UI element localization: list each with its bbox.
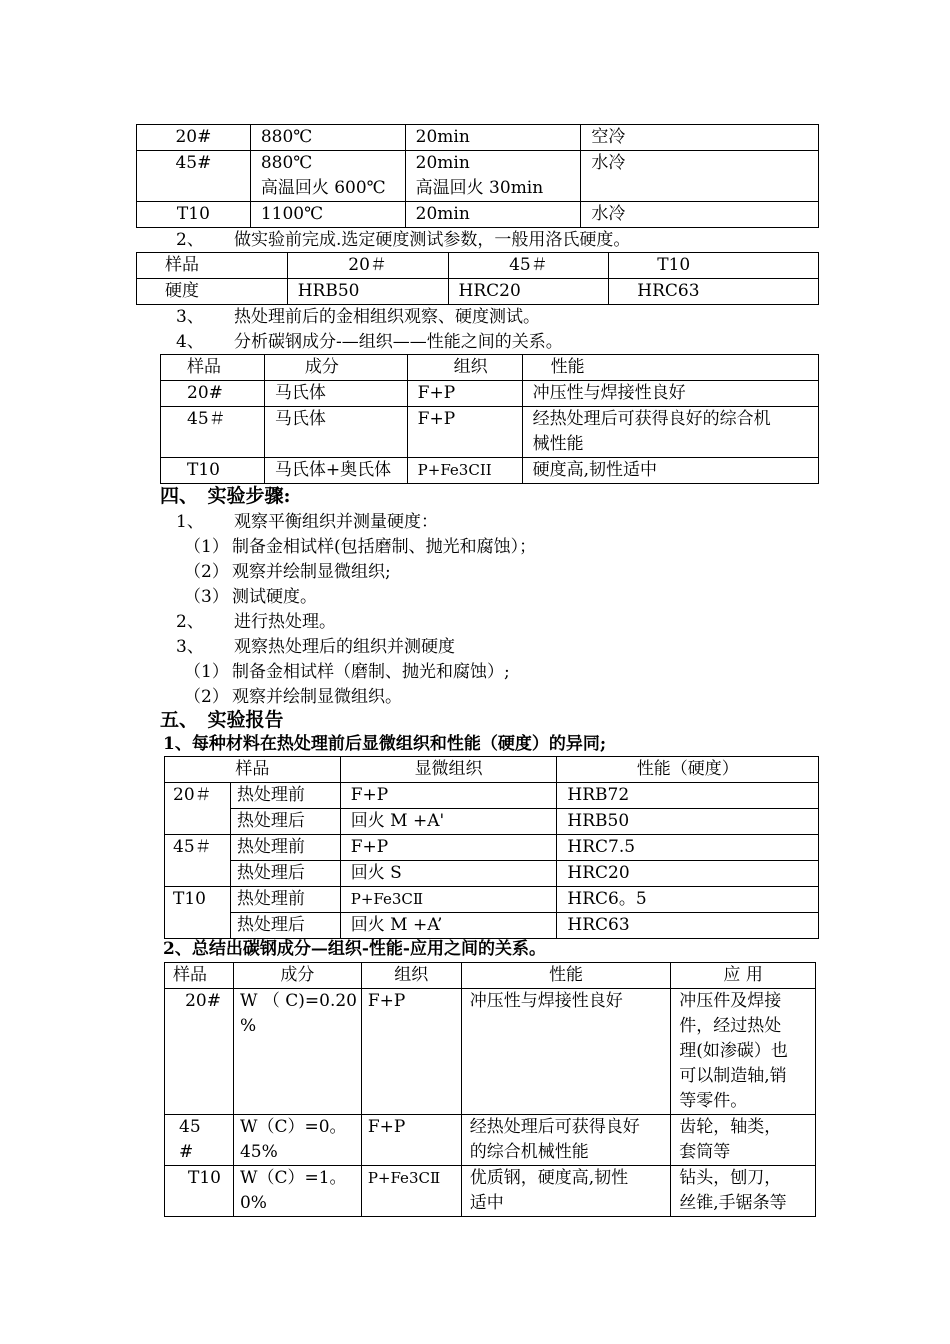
step-4-line: 4、 分析碳钢成分-—组织——性能之间的关系。 <box>176 332 563 352</box>
table-row: 45# 880℃ 高温回火 600℃ 20min 高温回火 30min 水冷 <box>137 151 819 202</box>
table-header-row: 样品 20＃ 45＃ T10 <box>137 253 819 279</box>
list-item: （2） 观察并绘制显微组织。 <box>184 687 402 707</box>
step-2-line: 2、 做实验前完成.选定硬度测试参数，一般用洛氏硬度。 <box>176 230 631 250</box>
table-row: T10 1100℃ 20min 水冷 <box>137 202 819 228</box>
report-2-title: 2、总结出碳钢成分—组织-性能-应用之间的关系。 <box>163 939 546 959</box>
table-row: T10 W（C）=1。 0% P+Fe3CⅡ 优质钢，硬度高,韧性 适中 钻头，刨刀， 丝锥,手锯条等 <box>165 1166 816 1217</box>
microstructure-table <box>164 756 819 939</box>
table-header-row: 样品 显微组织 性能（硬度） <box>165 757 819 783</box>
list-item: 2、 进行热处理。 <box>176 612 336 632</box>
list-item: （1） 制备金相试样（磨制、抛光和腐蚀）; <box>184 662 510 682</box>
composition-table <box>160 354 819 484</box>
table-row: 20＃ 热处理前 F+P HRB72 <box>165 783 819 809</box>
table-row: 45 # W（C）=0。 45% F+P 经热处理后可获得良好 的综合机械性能 齿轮，轴类， 套筒等 <box>165 1115 816 1166</box>
table-header-row: 样品 成分 组织 性能 应 用 <box>165 963 816 989</box>
list-item: （2） 观察并绘制显微组织; <box>184 562 391 582</box>
section-5-title: 五、 实验报告 <box>160 709 284 731</box>
list-item: 3、 观察热处理后的组织并测硬度 <box>176 637 455 657</box>
table-row: T10 热处理前 P+Fe3CⅡ HRC6。5 <box>165 887 819 913</box>
step-3-line: 3、 热处理前后的金相组织观察、硬度测试。 <box>176 307 540 327</box>
list-item: 1、 观察平衡组织并测量硬度： <box>176 512 438 532</box>
heat-treatment-table <box>136 124 819 228</box>
table-header-row: 样品 成分 组织 性能 <box>161 355 819 381</box>
table-row: 硬度 HRB50 HRC20 HRC63 <box>137 279 819 305</box>
table-row: 20# W （ C)=0.20 % F+P 冲压性与焊接性良好 冲压件及焊接 件，经过热处 理(如渗碳）也 可以制造轴,销 等零件。 <box>165 989 816 1115</box>
table-row: 热处理后 回火 M +A’ HRC63 <box>165 913 819 939</box>
section-4-title: 四、 实验步骤: <box>160 485 291 507</box>
table-row: 热处理后 回火 S HRC20 <box>165 861 819 887</box>
table-row: 热处理后 回火 M +A' HRB50 <box>165 809 819 835</box>
table-row: 45＃ 热处理前 F+P HRC7.5 <box>165 835 819 861</box>
report-1-title: 1、每种材料在热处理前后显微组织和性能（硬度）的异同; <box>163 734 607 754</box>
hardness-table <box>136 252 819 305</box>
table-row: T10 马氏体+奥氏体 P+Fe3CII 硬度高,韧性适中 <box>161 458 819 484</box>
table-row: 20# 880℃ 20min 空冷 <box>137 125 819 151</box>
table-row: 45＃ 马氏体 F+P 经热处理后可获得良好的综合机 械性能 <box>161 407 819 458</box>
list-item: （1） 制备金相试样(包括磨制、抛光和腐蚀）； <box>184 537 537 557</box>
table-row: 20# 马氏体 F+P 冲压性与焊接性良好 <box>161 381 819 407</box>
list-item: （3） 测试硬度。 <box>184 587 317 607</box>
application-table <box>164 962 816 1217</box>
